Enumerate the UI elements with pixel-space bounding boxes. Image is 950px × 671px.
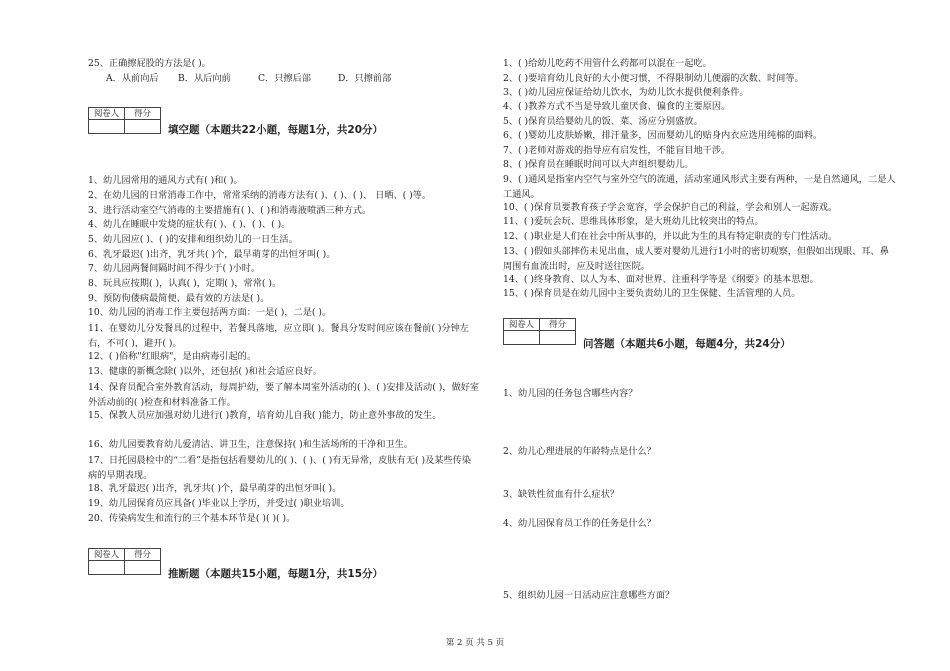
fill-q9: 9、预防佝偻病最简便、最有效的方法是( )。 [88, 293, 270, 304]
reviewer-header: 阅卷人 [89, 108, 125, 120]
score-cell[interactable] [125, 561, 161, 575]
judge-section-title: 推断题（本题共15小题，每题1分，共15分） [168, 568, 384, 580]
judge-item-13: 13、( )假如头部摔伤未见出血，成人要对婴幼儿进行1小时的密切观察，但假如出现眼、耳、鼻周围有血流出时，应及时送往医院。 [503, 246, 889, 272]
judge-item-6: 6、( )婴幼儿皮肤娇嫩，排汗量多，因而婴幼儿的贴身内衣应选用纯棉的面料。 [503, 130, 823, 141]
reviewer-header: 阅卷人 [504, 319, 540, 331]
judge-item-5: 5、( )保育员给婴幼儿的饭、菜、汤应分别盛放。 [503, 116, 703, 127]
fill-q11: 11、在婴幼儿分发餐具的过程中，若餐具落地，应立即( )。餐具分发时间应该在餐前( )分钟左右，不可( )，避开( )。 [88, 323, 469, 349]
fill-q13: 13、健康的新概念除( )以外，还包括( )和社会适应良好。 [88, 366, 322, 377]
reviewer-header: 阅卷人 [89, 549, 125, 561]
fill-q12: 12、( )俗称"红眼病"，是由病毒引起的。 [88, 351, 257, 362]
judge-item-12: 12、( )职业是人们在社会中所从事的，并以此为生的具有特定职责的专门性活动。 [503, 231, 838, 242]
score-header: 得分 [125, 549, 161, 561]
q25-option-a: A．从前向后 [106, 73, 159, 84]
page-footer: 第 2 页 共 5 页 [445, 638, 505, 648]
fill-q2: 2、在幼儿园的日常消毒工作中，常常采纳的消毒方法有( )、( )、( )、 日晒、( )等。 [88, 190, 432, 201]
fill-q1: 1、幼儿园常用的通风方式有( )和( )。 [88, 175, 243, 186]
q25-option-c: C．只擦后部 [258, 73, 311, 84]
judge-item-9: 9、( )通风是指室内空气与室外空气的流通，活动室通风形式主要有两种，一是自然通风，二是人工通风。 [503, 174, 896, 200]
score-header: 得分 [540, 319, 576, 331]
judge-item-1: 1、( )给幼儿吃药不用管什么药都可以混在一起吃。 [503, 58, 712, 69]
fill-q20: 20、传染病发生和流行的三个基本环节是( )( )( )。 [88, 513, 296, 524]
qa-question-1: 1、幼儿园的任务包含哪些内容？ [503, 388, 638, 399]
q25-option-b: B．从后向前 [178, 73, 231, 84]
q25-question: 25、正确擦屁股的方法是( )。 [88, 58, 211, 69]
qa-score-box [503, 318, 576, 345]
judge-item-7: 7、( )老师对游戏的指导应有启发性，不能盲目地干涉。 [503, 145, 731, 156]
reviewer-cell[interactable] [89, 561, 125, 575]
judge-item-4: 4、( )教养方式不当是导致儿童厌食、偏食的主要原因。 [503, 101, 731, 112]
fill-q4: 4、幼儿在睡眠中发烧的症状有( )、( )、( )、( )。 [88, 219, 291, 230]
reviewer-cell[interactable] [89, 120, 125, 134]
reviewer-cell[interactable] [504, 331, 540, 345]
fill-q18: 18、乳牙最迟( )出齐，乳牙共( )个，最早萌芽的出恒牙叫( )。 [88, 483, 342, 494]
fill-q10: 10、幼儿园的消毒工作主要包括两方面：一是( )，二是( )。 [88, 307, 332, 318]
score-header: 得分 [125, 108, 161, 120]
fill-q15: 15、保教人员应加强对幼儿进行( )教育，培育幼儿自我( )能力，防止意外事故的发生。 [88, 410, 442, 421]
fill-q8: 8、玩具应按期( )，认真( )，定期( )，常常( )。 [88, 278, 282, 289]
judge-item-15: 15、( )保育员是在幼儿园中主要负责幼儿的卫生保健、生活管理的人员。 [503, 288, 801, 299]
judge-score-box [88, 548, 161, 575]
judge-item-11: 11、( )爱玩会玩、思维具体形象，是大班幼儿比较突出的特点。 [503, 216, 764, 227]
q25-options [106, 73, 391, 85]
fill-q14: 14、保育员配合室外教育活动，每周护幼，要了解本周室外活动的( )、( )安排及活动( )，做好室外活动前的( )检查和材料准备工作。 [88, 382, 480, 408]
qa-question-2: 2、幼儿心理进展的年龄特点是什么？ [503, 446, 656, 457]
fill-score-box [88, 107, 161, 134]
q25-option-d: D．只擦前部 [338, 73, 392, 84]
qa-question-3: 3、缺铁性贫血有什么症状？ [503, 489, 620, 500]
fill-q7: 7、幼儿园两餐间隔时间不得少于( )小时。 [88, 263, 261, 274]
fill-q6: 6、乳牙最迟( )出齐，乳牙共( )个，最早萌芽的出恒牙叫( )。 [88, 249, 336, 260]
judge-item-3: 3、( )幼儿园应保证给幼儿饮水，为幼儿饮水提供便利条件。 [503, 87, 749, 98]
fill-q19: 19、幼儿园保育员应具备( )毕业以上学历，并受过( )职业培训。 [88, 498, 350, 509]
score-cell[interactable] [125, 120, 161, 134]
fill-q5: 5、幼儿园应( )、( )的安排和组织幼儿的一日生活。 [88, 234, 298, 245]
fill-section-title: 填空题（本题共22小题，每题1分，共20分） [168, 124, 384, 136]
judge-item-8: 8、( )保育员在睡眠时间可以大声组织婴幼儿。 [503, 159, 694, 170]
fill-q3: 3、进行活动室空气消毒的主要措施有( )、( )和消毒液喷洒三种方式。 [88, 205, 372, 216]
qa-question-5: 5、组织幼儿园一日活动应注意哪些方面？ [503, 590, 675, 601]
judge-item-10: 10、( )保育员要教育孩子学会宽容，学会保护自己的利益，学会和别人一起游戏。 [503, 202, 838, 213]
fill-q17: 17、日托园晨检中的“二看”是指包括看婴幼儿的( )、( )、( )有无异常，皮肤有无( )及某些传染病的早期表现。 [88, 455, 472, 481]
fill-q16: 16、幼儿园要教育幼儿爱清洁、讲卫生，注意保持( )和生活场所的干净和卫生。 [88, 439, 413, 450]
judge-item-14: 14、( )终身教育、以人为本、面对世界、注重科学等是《纲要》的基本思想。 [503, 274, 819, 285]
qa-question-4: 4、幼儿园保育员工作的任务是什么？ [503, 518, 656, 529]
qa-section-title: 问答题（本题共6小题，每题4分，共24分） [583, 338, 791, 350]
judge-item-2: 2、( )要培育幼儿良好的大小便习惯，不得限制幼儿便溺的次数、时间等。 [503, 73, 804, 84]
score-cell[interactable] [540, 331, 576, 345]
